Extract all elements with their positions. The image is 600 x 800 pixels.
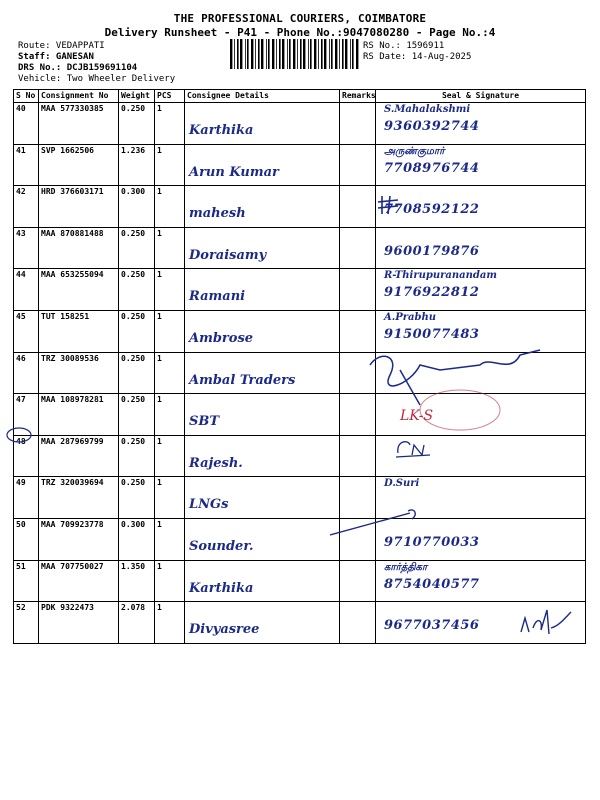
barcode-bar [335, 39, 337, 69]
consignee-name: LNGs [189, 497, 229, 513]
cell-consignee [185, 435, 340, 477]
consignee-name: Divyasree [189, 622, 260, 638]
barcode-bar [255, 39, 256, 69]
seal-text: R-Thirupuranandam [384, 270, 497, 282]
table-row [14, 602, 586, 644]
company-title: THE PROFESSIONAL COURIERS, COIMBATORE [173, 12, 427, 25]
cell-sno: 49 [14, 477, 39, 519]
cell-remarks [340, 144, 376, 186]
meta-left [18, 41, 175, 85]
cell-weight: 0.300 [119, 518, 155, 560]
cell-pcs: 1 [155, 269, 185, 311]
header-weight: Weight [119, 90, 155, 103]
barcode-bar [289, 39, 291, 69]
barcode-bar [293, 39, 295, 69]
barcode-bar [297, 39, 298, 69]
cell-consignment: MAA 653255094 [39, 269, 119, 311]
table-row [14, 518, 586, 560]
cell-seal-signature [376, 560, 586, 602]
cell-weight: 0.250 [119, 103, 155, 145]
cell-pcs: 1 [155, 560, 185, 602]
cell-consignee [185, 518, 340, 560]
barcode-bar [240, 39, 242, 69]
barcode-bar [303, 39, 305, 69]
barcode-bar [321, 39, 323, 69]
cell-remarks [340, 227, 376, 269]
cell-consignment: HRD 376603171 [39, 186, 119, 228]
barcode-bar [272, 39, 274, 69]
barcode-bar [237, 39, 239, 69]
rs-no-label: RS No.: 1596911 [363, 41, 445, 51]
header-sno: S No [14, 90, 39, 103]
signature-stroke-50 [330, 505, 420, 545]
signature-phone: 7708592122 [384, 202, 480, 218]
cell-pcs: 1 [155, 352, 185, 394]
barcode-bar [279, 39, 281, 69]
table-header-row [14, 90, 586, 103]
cell-consignee [185, 352, 340, 394]
signature-stamp-scribble [360, 345, 570, 445]
cell-remarks [340, 602, 376, 644]
cell-remarks [340, 103, 376, 145]
barcode-bar [342, 39, 344, 69]
signature-phone: 9710770033 [384, 534, 480, 550]
barcode-bar [352, 39, 354, 69]
cell-weight: 0.300 [119, 186, 155, 228]
seal-text: கார்த்திகா [384, 561, 428, 573]
cell-consignee [185, 310, 340, 352]
cell-pcs: 1 [155, 144, 185, 186]
signature-phone: 9677037456 [384, 618, 480, 634]
header-consignment: Consignment No [39, 90, 119, 103]
cell-remarks [340, 186, 376, 228]
barcode-bar [245, 39, 246, 69]
barcode-bar [234, 39, 235, 69]
cell-sno: 51 [14, 560, 39, 602]
table-row [14, 560, 586, 602]
barcode-bar [266, 39, 267, 69]
table-row [14, 227, 586, 269]
cell-consignee [185, 477, 340, 519]
cell-pcs: 1 [155, 394, 185, 436]
cell-sno: 46 [14, 352, 39, 394]
cell-seal-signature [376, 144, 586, 186]
cell-pcs: 1 [155, 435, 185, 477]
header-remarks: Remarks [340, 90, 376, 103]
header-pcs: PCS [155, 90, 185, 103]
seal-text: D.Suri [384, 478, 420, 490]
cell-weight: 0.250 [119, 352, 155, 394]
cell-consignment: MAA 709923778 [39, 518, 119, 560]
cell-consignment: MAA 108978281 [39, 394, 119, 436]
table-row [14, 144, 586, 186]
signature-52 [515, 598, 575, 638]
header-consignee: Consignee Details [185, 90, 340, 103]
barcode-bar [324, 39, 326, 69]
cell-sno: 48 [14, 435, 39, 477]
header-seal: Seal & Signature [376, 90, 586, 103]
consignee-name: Doraisamy [189, 247, 267, 263]
cell-sno: 45 [14, 310, 39, 352]
signature-hash-42 [376, 192, 406, 218]
cell-consignee [185, 602, 340, 644]
cell-weight: 0.250 [119, 394, 155, 436]
cell-seal-signature [376, 103, 586, 145]
signature-cn [394, 435, 434, 461]
cell-consignment: MAA 707750027 [39, 560, 119, 602]
circle-mark-48 [4, 426, 34, 444]
svg-text:LK-S: LK-S [400, 408, 434, 424]
cell-remarks [340, 269, 376, 311]
cell-pcs: 1 [155, 602, 185, 644]
cell-sno: 44 [14, 269, 39, 311]
barcode-bar [308, 39, 309, 69]
cell-pcs: 1 [155, 477, 185, 519]
cell-consignee [185, 394, 340, 436]
barcode-bar [339, 39, 340, 69]
table-row [14, 186, 586, 228]
consignee-name: SBT [189, 414, 220, 430]
cell-consignee [185, 560, 340, 602]
signature-phone: 9176922812 [384, 285, 480, 301]
barcode-bar [230, 39, 232, 69]
barcode-bar [300, 39, 302, 69]
barcode-bar [261, 39, 263, 69]
signature-phone: 9360392744 [384, 119, 480, 134]
consignee-name: Ambal Traders [189, 372, 296, 388]
barcode-bar [345, 39, 347, 69]
consignee-name: Arun Kumar [189, 164, 279, 180]
cell-pcs: 1 [155, 227, 185, 269]
signature-phone: 9600179876 [384, 243, 480, 259]
barcode-bar [318, 39, 319, 69]
cell-consignee [185, 144, 340, 186]
cell-pcs: 1 [155, 103, 185, 145]
barcode-bar [276, 39, 277, 69]
barcode-bar [247, 39, 249, 69]
cell-consignee [185, 227, 340, 269]
consignee-name: Rajesh. [189, 455, 243, 471]
cell-sno: 52 [14, 602, 39, 644]
barcode-bar [356, 39, 358, 69]
cell-consignee [185, 269, 340, 311]
cell-pcs: 1 [155, 310, 185, 352]
signature-phone: 8754040577 [384, 576, 480, 592]
cell-consignment: PDK 9322473 [39, 602, 119, 644]
cell-weight: 0.250 [119, 435, 155, 477]
cell-sno: 50 [14, 518, 39, 560]
seal-text: A.Prabhu [384, 311, 437, 323]
barcode-bar [329, 39, 330, 69]
barcode [230, 39, 360, 69]
cell-sno: 47 [14, 394, 39, 436]
consignee-name: Sounder. [189, 538, 254, 554]
consignee-name: Ramani [189, 289, 246, 305]
cell-remarks [340, 560, 376, 602]
consignee-name: Ambrose [189, 330, 254, 346]
barcode-bar [331, 39, 333, 69]
cell-sno: 42 [14, 186, 39, 228]
cell-weight: 0.250 [119, 477, 155, 519]
barcode-bar [314, 39, 316, 69]
table-row [14, 477, 586, 519]
signature-phone: 9150077483 [384, 326, 480, 342]
barcode-bar [268, 39, 270, 69]
cell-consignee [185, 186, 340, 228]
cell-consignment: TRZ 320039694 [39, 477, 119, 519]
barcode-bar [287, 39, 288, 69]
cell-consignment: MAA 577330385 [39, 103, 119, 145]
seal-text: அருண்குமார் [384, 145, 445, 157]
cell-consignment: TRZ 30089536 [39, 352, 119, 394]
cell-pcs: 1 [155, 186, 185, 228]
cell-consignment: MAA 870881488 [39, 227, 119, 269]
consignee-name: Karthika [189, 123, 254, 138]
barcode-bar [251, 39, 253, 69]
cell-seal-signature [376, 227, 586, 269]
signature-phone: 7708976744 [384, 160, 480, 176]
cell-seal-signature [376, 269, 586, 311]
cell-pcs: 1 [155, 518, 185, 560]
cell-consignment: TUT 158251 [39, 310, 119, 352]
cell-sno: 41 [14, 144, 39, 186]
runsheet-subtitle: Delivery Runsheet - P41 - Phone No.:9047080280 - Page No.:4 [104, 26, 496, 39]
cell-weight: 0.250 [119, 310, 155, 352]
cell-consignment: SVP 1662506 [39, 144, 119, 186]
barcode-bar [282, 39, 284, 69]
cell-weight: 2.078 [119, 602, 155, 644]
table-row [14, 269, 586, 311]
cell-sno: 43 [14, 227, 39, 269]
cell-sno: 40 [14, 103, 39, 145]
cell-weight: 0.250 [119, 227, 155, 269]
cell-consignment: MAA 287969799 [39, 435, 119, 477]
meta-right [363, 41, 471, 63]
staff-label: Staff: GANESAN [18, 52, 94, 62]
vehicle-label: Vehicle: Two Wheeler Delivery [18, 74, 176, 84]
seal-text: S.Mahalakshmi [384, 104, 471, 115]
drs-label: DRS No.: DCJB159691104 [18, 63, 138, 73]
cell-consignee [185, 103, 340, 145]
consignee-name: Karthika [189, 580, 254, 596]
cell-weight: 0.250 [119, 269, 155, 311]
consignee-name: mahesh [189, 206, 246, 222]
barcode-bar [310, 39, 312, 69]
cell-seal-signature [376, 186, 586, 228]
barcode-bar [350, 39, 351, 69]
table-row [14, 103, 586, 145]
cell-weight: 1.236 [119, 144, 155, 186]
barcode-bar [258, 39, 260, 69]
rs-date-label: RS Date: 14-Aug-2025 [363, 52, 472, 62]
route-label: Route: VEDAPPATI [18, 41, 105, 51]
cell-weight: 1.350 [119, 560, 155, 602]
